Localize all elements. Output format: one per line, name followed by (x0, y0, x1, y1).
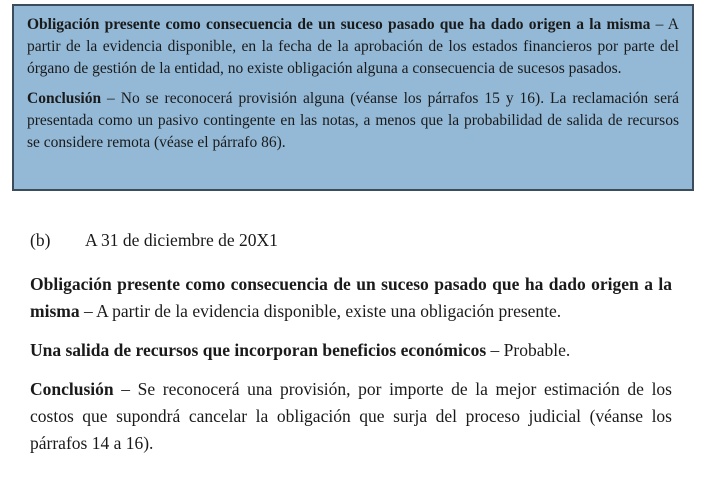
body-paragraph-conclusion (30, 376, 672, 457)
highlighted-example-box (12, 4, 694, 191)
body-obligation-heading: Obligación presente como consecuencia de un suceso pasado que ha dado origen a la misma (30, 274, 672, 321)
box-conclusion-text: – No se reconocerá provisión alguna (véanse los párrafos 15 y 16). La reclamación será presentada como un pasivo contingente en las notas, a menos que la probabilidad de salida de recursos se considere remota (véase el párrafo 86). (27, 90, 679, 151)
body-paragraph-outflow (30, 337, 672, 364)
body-outflow-text: – Probable. (486, 340, 571, 360)
box-paragraph-conclusion (27, 88, 679, 154)
box-obligation-heading: Obligación presente como consecuencia de un suceso pasado que ha dado origen a la misma (27, 16, 651, 33)
section-letter: (b) (30, 230, 51, 250)
section-heading (30, 227, 278, 253)
box-obligation-text: – A partir de la evidencia disponible, en la fecha de la aprobación de los estados financieros por parte del órgano de gestión de la entidad, no existe obligación alguna a consecuencia de sucesos pasados. (27, 16, 679, 77)
box-conclusion-heading: Conclusión (27, 90, 102, 107)
body-conclusion-text: – Se reconocerá una provisión, por importe de la mejor estimación de los costos que supondrá cancelar la obligación que surja del proceso judicial (véanse los párrafos 14 a 16). (30, 379, 672, 453)
body-paragraph-obligation (30, 271, 672, 325)
section-body (30, 271, 672, 457)
body-conclusion-heading: Conclusión (30, 379, 114, 399)
body-outflow-heading: Una salida de recursos que incorporan beneficios económicos (30, 340, 487, 360)
box-paragraph-obligation (27, 14, 679, 80)
body-obligation-text: – A partir de la evidencia disponible, existe una obligación presente. (79, 301, 562, 321)
section-date-heading: A 31 de diciembre de 20X1 (85, 230, 278, 250)
